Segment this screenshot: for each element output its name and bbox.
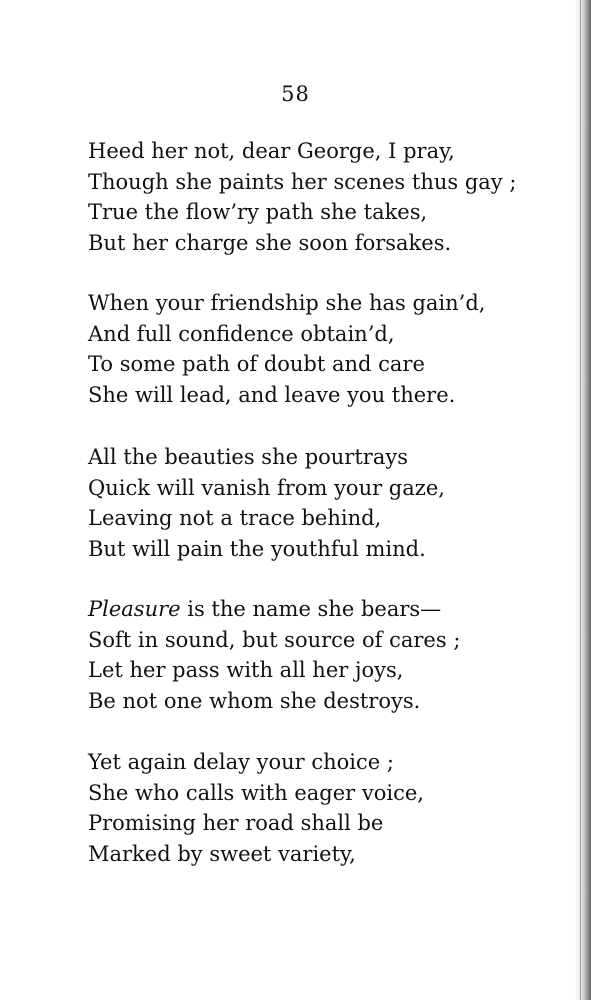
poem-line: And full confidence obtain’d,	[88, 321, 395, 346]
poem-line: Yet again delay your choice ;	[88, 750, 394, 774]
page-edge-line	[580, 0, 581, 1000]
poem-line: She will lead, and leave you there.	[88, 382, 456, 407]
page-number: 58	[281, 82, 310, 106]
poem-line: True the flow’ry path she takes,	[88, 200, 428, 224]
poem-line-rest: is the name she bears—	[187, 597, 442, 621]
poem-line: When your friendship she has gain’d,	[88, 291, 486, 315]
poem-line	[88, 594, 460, 625]
poem-line: All the beauties she pourtrays	[88, 445, 408, 469]
stanza-1	[88, 136, 516, 258]
poem-line: Let her pass with all her joys,	[88, 658, 404, 682]
page-edge-shadow	[575, 0, 591, 1000]
poem-line: To some path of doubt and care	[88, 352, 425, 376]
poem-line: But will pain the youthful mind.	[88, 536, 426, 561]
poem-line: Quick will vanish from your gaze,	[88, 475, 445, 500]
poem-line: Leaving not a trace behind,	[88, 506, 382, 530]
poem-line: Be not one whom she destroys.	[88, 688, 421, 713]
stanza-3	[88, 442, 445, 564]
poem-line: But her charge she soon forsakes.	[88, 230, 452, 255]
poem-line: Promising her road shall be	[88, 811, 384, 835]
poem-line: Heed her not, dear George, I pray,	[88, 139, 455, 163]
stanza-2	[88, 288, 485, 410]
poem-line: She who calls with eager voice,	[88, 780, 424, 805]
poem-line: Marked by sweet variety,	[88, 841, 356, 866]
italic-word: Pleasure	[88, 597, 181, 621]
stanza-5	[88, 747, 424, 869]
poem-line: Though she paints her scenes thus gay ;	[88, 169, 517, 194]
poem-line: Soft in sound, but source of cares ;	[88, 627, 461, 652]
stanza-4	[88, 594, 460, 716]
